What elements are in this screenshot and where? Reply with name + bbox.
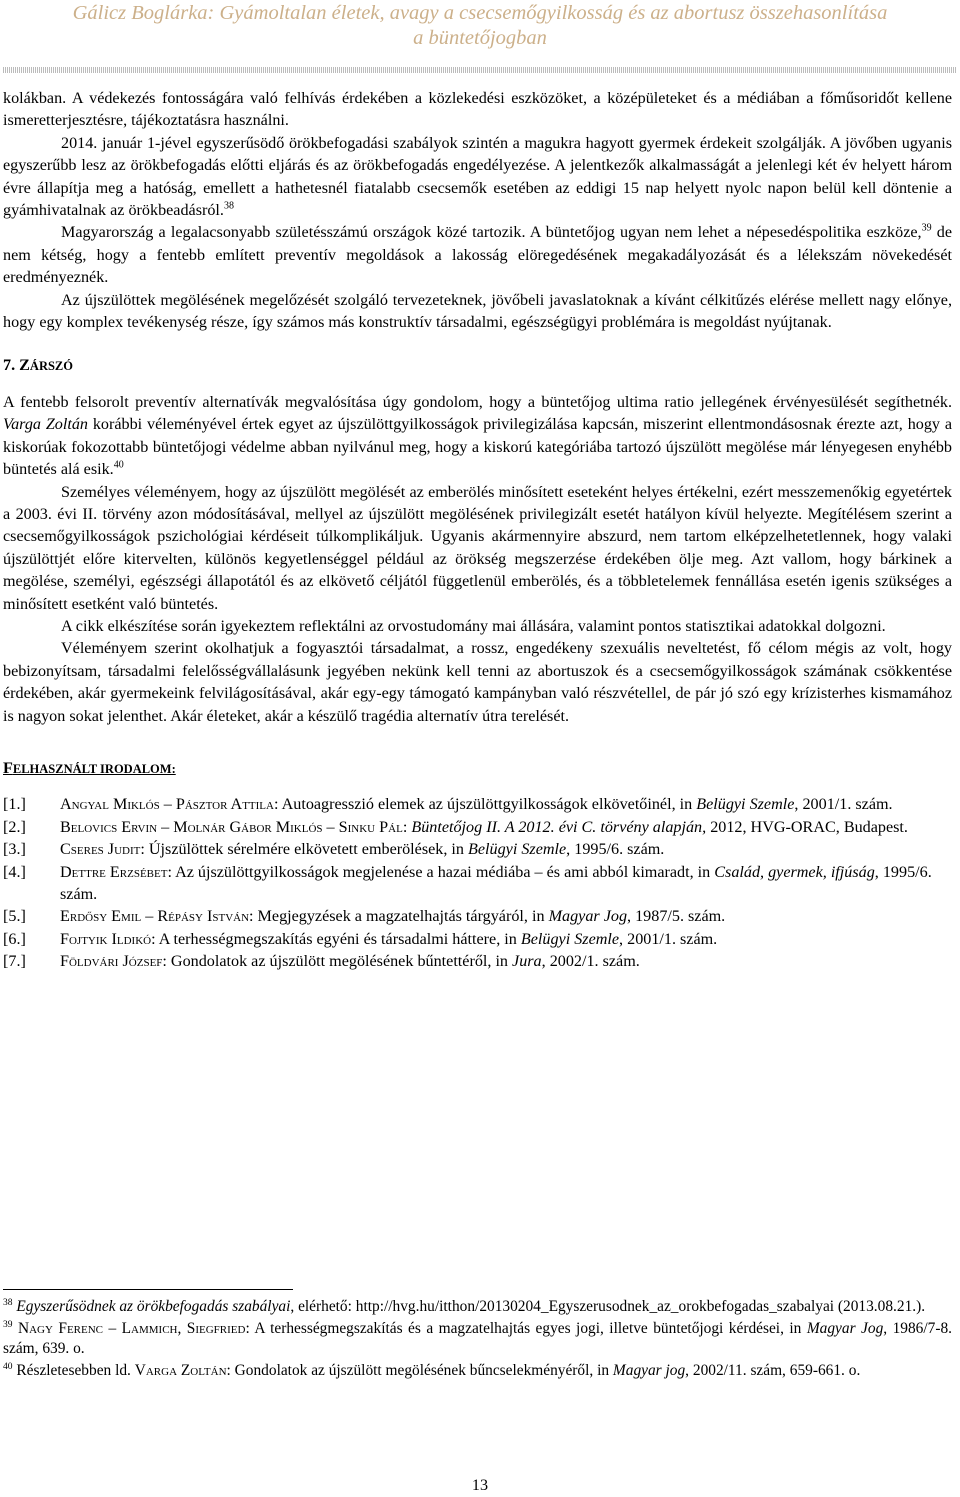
header-divider <box>3 67 957 73</box>
reference-item <box>3 794 952 816</box>
reference-title: : <box>402 818 412 836</box>
reference-journal: Büntetőjog II. A 2012. évi C. törvény alapján, <box>411 818 707 836</box>
reference-journal: Jura <box>512 953 542 971</box>
reference-item <box>3 951 952 973</box>
paragraph <box>3 133 952 223</box>
section-heading <box>3 355 952 377</box>
reference-text <box>60 862 952 907</box>
footnote-ref-39[interactable]: 39 <box>921 223 932 235</box>
footnote-number: 39 <box>3 1319 13 1330</box>
footnote-author: Varga Zoltán <box>134 1362 227 1379</box>
reference-journal: Belügyi Szemle <box>696 796 795 814</box>
paragraph-text: A fentebb felsorolt preventív alternatívák megvalósítása úgy gondolom, hogy a büntetőjog ultima ratio jellegének érvényesülését segíthetnék. <box>3 393 952 411</box>
footnote-38 <box>3 1297 952 1317</box>
footnote-lead: Részletesebben ld. <box>16 1362 135 1379</box>
main-text <box>3 88 952 974</box>
footnote-journal: Magyar jog <box>612 1362 686 1379</box>
reference-author: Dettre Erzsébet <box>60 863 168 881</box>
reference-author: Földvári József <box>60 953 163 971</box>
footnote-divider <box>3 1289 293 1290</box>
reference-number: [4.] <box>3 863 26 881</box>
reference-author: Belovics Ervin – Molnár Gábor Miklós – Sinku Pál <box>60 818 403 836</box>
reference-title: : Újszülöttek sérelmére elkövetett emberölések, in <box>140 841 469 859</box>
reference-number: [5.] <box>3 908 26 926</box>
reference-item <box>3 817 952 839</box>
page-number: 13 <box>471 1477 489 1494</box>
footnote-author: Nagy Ferenc – Lammich, Siegfried <box>17 1320 246 1337</box>
footnote-39 <box>3 1319 952 1359</box>
reference-author: Fojtyik Ildikó <box>60 930 152 948</box>
reference-text <box>60 951 952 973</box>
references-heading-initial: F <box>3 759 13 777</box>
reference-number: [7.] <box>3 953 26 971</box>
footnote-text: , elérhető: http://hvg.hu/itthon/20130204_Egyszerusodnek_az_orokbefogadas_szabalyai (2013.08.21.). <box>290 1298 926 1315</box>
section-title-rest: ÁRSZÓ <box>29 359 73 374</box>
section-number: 7. <box>3 357 20 375</box>
reference-details: , 1995/6. szám. <box>566 841 665 859</box>
reference-item <box>3 906 952 928</box>
reference-text <box>60 839 952 861</box>
reference-title: : Gondolatok az újszülött megölésének bűntettéről, in <box>162 953 513 971</box>
reference-author: Angyal Miklós – Pásztor Attila <box>60 796 274 814</box>
footnote-number: 38 <box>3 1297 13 1308</box>
reference-number: [6.] <box>3 930 26 948</box>
section-initial: Z <box>19 357 30 375</box>
footnote-details: , 1986/7-8. szám, 639. o. <box>3 1320 953 1357</box>
reference-item <box>3 839 952 861</box>
reference-details: , 1995/6. szám. <box>60 863 932 903</box>
paragraph-text: korábbi véleményével értek egyet az újszülöttgyilkosságok privilegizálása kapcsán, miszerint ellentmondásosnak érezte azt, hogy a kiskorúak fokozottabb büntetőjogi védelme abban nyilvánul meg, hogy a kiskorú kategóriába tartozó újszülött megölése már lényegesen enyhébb büntetés alá esik. <box>3 416 952 479</box>
footnote-text: : Gondolatok az újszülött megölésének bűncselekményéről, in <box>226 1362 613 1379</box>
running-header <box>0 0 960 76</box>
paragraph <box>3 222 952 289</box>
references-heading-rest: ELHASZNÁLT IRODALOM: <box>12 761 176 776</box>
reference-author: Erdősy Emil – Répásy István <box>60 908 250 926</box>
reference-title: : Autoagresszió elemek az újszülöttgyilkosságok elkövetőinél, in <box>273 796 697 814</box>
reference-details: , 2002/1. szám. <box>541 953 640 971</box>
reference-number: [2.] <box>3 818 26 836</box>
author-name: Varga Zoltán <box>3 416 88 434</box>
reference-details: 2012, HVG-ORAC, Budapest. <box>706 818 908 836</box>
footnote-details: , 2002/11. szám, 659-661. o. <box>685 1362 861 1379</box>
reference-details: , 2001/1. szám. <box>794 796 893 814</box>
header-title-line-2: a büntetőjogban <box>413 27 547 49</box>
reference-item <box>3 862 952 907</box>
reference-title: : Az újszülöttgyilkosságok megjelenése a hazai médiába – és ami abból kimaradt, in <box>167 863 715 881</box>
references-heading <box>3 758 952 780</box>
paragraph: kolákban. A védekezés fontosságára való felhívás érdekében a közlekedési eszközöket, a középületeket és a médiában a főműsoridőt kellene ismeretterjesztésre, tájékoztatásra használni. <box>3 90 952 130</box>
footnotes <box>3 1295 952 1381</box>
reference-item <box>3 929 952 951</box>
reference-journal: Belügyi Szemle <box>520 930 620 948</box>
footnote-journal: Magyar Jog <box>806 1320 884 1337</box>
footnote-ref-38[interactable]: 38 <box>223 200 234 212</box>
paragraph: A cikk elkészítése során igyekeztem reflektálni az orvostudomány mai állására, valamint pontos statisztikai adatokkal dolgozni. <box>61 617 886 635</box>
footnote-text: : A terhességmegszakítás és a magzatelhajtás egyes jogi, illetve büntetőjogi kérdései, in <box>245 1320 807 1337</box>
footnote-title: Egyszerűsödnek az örökbefogadás szabályai <box>16 1298 291 1315</box>
paragraph <box>3 392 952 482</box>
reference-author: Cseres Judit <box>60 841 141 859</box>
reference-journal: Belügyi Szemle <box>468 841 567 859</box>
reference-details: , 2001/1. szám. <box>619 930 718 948</box>
reference-details: , 1987/5. szám. <box>627 908 726 926</box>
reference-title: : Megjegyzések a magzatelhajtás tárgyáról, in <box>249 908 549 926</box>
reference-text <box>60 817 952 839</box>
paragraph: Személyes véleményem, hogy az újszülött megölését az emberölés minősített eseteként helyes értékelni, ezért messzemenőkig egyetértek a 2003. évi II. törvény azon módosításával, mellyel az újszülött megölésének privilegizált esetét hatályon kívül helyezte. Megítélésem szerint a csecsemőgyilkosságok pszichológiai kérdéseit túlkomplikáljuk. Ugyanis akármennyire abszurd, nem tartom elképzelhetetlennek, hogy valaki újszülöttjét előre kitervelten, különös kegyetlenséggel például az örökség megszerzése érdekében ölje meg. Azt vallom, hogy bárkinek a megölése, személyi, egészségi állapotától és az elkövető céljától függetlenül emberölés, és a többletelemek fennállása esetén igenis szükséges a minősített esetként való büntetés. <box>3 483 952 613</box>
footnote-number: 40 <box>3 1361 13 1372</box>
header-title-line-1: Gálicz Boglárka: Gyámoltalan életek, avagy a csecsemőgyilkosság és az abortusz összehasonlítása <box>72 2 888 24</box>
reference-text <box>60 794 952 816</box>
reference-title: : A terhességmegszakítás egyéni és társadalmi háttere, in <box>151 930 521 948</box>
reference-list <box>3 794 952 973</box>
reference-text <box>60 906 952 928</box>
reference-text <box>60 929 952 951</box>
reference-number: [3.] <box>3 841 26 859</box>
paragraph: Véleményem szerint okolhatjuk a fogyasztói társadalmat, a rossz, engedékeny szexuális neveltetést, fő célom mégis az volt, hogy bebizonyítsam, társadalmi felelősségvállalásunk jegyében nekünk kell tenni az abortuszok és a csecsemőgyilkosságok számának csökkentése érdekében, akár gyermekeink felvilágosításával, akár egy-egy támogató kampányban való részvétellel, de pár jó szó egy krízisterhes kismamához is nagyon sokat jelenthet. Akár életeket, akár a készülő tragédia alternatív útra terelését. <box>3 640 952 725</box>
footnote-ref-40[interactable]: 40 <box>113 459 124 471</box>
paragraph-text: de nem kétség, hogy a fentebb említett preventív megoldások a lakosság elöregedésének megakadályozását és a lélekszám növekedését eredményeznék. <box>3 224 952 287</box>
paragraph: Az újszülöttek megölésének megelőzését szolgáló tervezeteknek, jövőbeli javaslatoknak a kívánt célkitűzés elérése mellett nagy előnye, hogy egy komplex tevékenység része, így számos más konstruktív társadalmi, egészségügyi problémára is megoldást nyújtanak. <box>3 291 952 332</box>
reference-journal: Család, gyermek, ifjúság <box>714 863 875 881</box>
reference-journal: Magyar Jog <box>548 908 628 926</box>
footnote-40 <box>3 1361 952 1381</box>
paragraph-text: Magyarország a legalacsonyabb születésszámú országok közé tartozik. A büntetőjog ugyan nem lehet a népesedéspolitika eszköze, <box>61 224 922 242</box>
reference-number: [1.] <box>3 796 26 814</box>
paragraph-text: 2014. január 1-jével egyszerűsödő örökbefogadási szabályok szintén a magukra hagyott gyermek érdekeit szolgálják. A jövőben ugyanis egyszerűbb lesz az örökbefogadás előtti eljárás és az örökbefogadás engedélyezése. A jelentkezők alkalmasságát a jelenlegi két év helyett három évre állapítja meg a hatóság, emellett a hathetesnél fiatalabb csecsemők esetében az eddigi 15 nap helyett nyolc napon belül kell döntenie a gyámhivatalnak az örökbeadásról. <box>3 134 952 220</box>
